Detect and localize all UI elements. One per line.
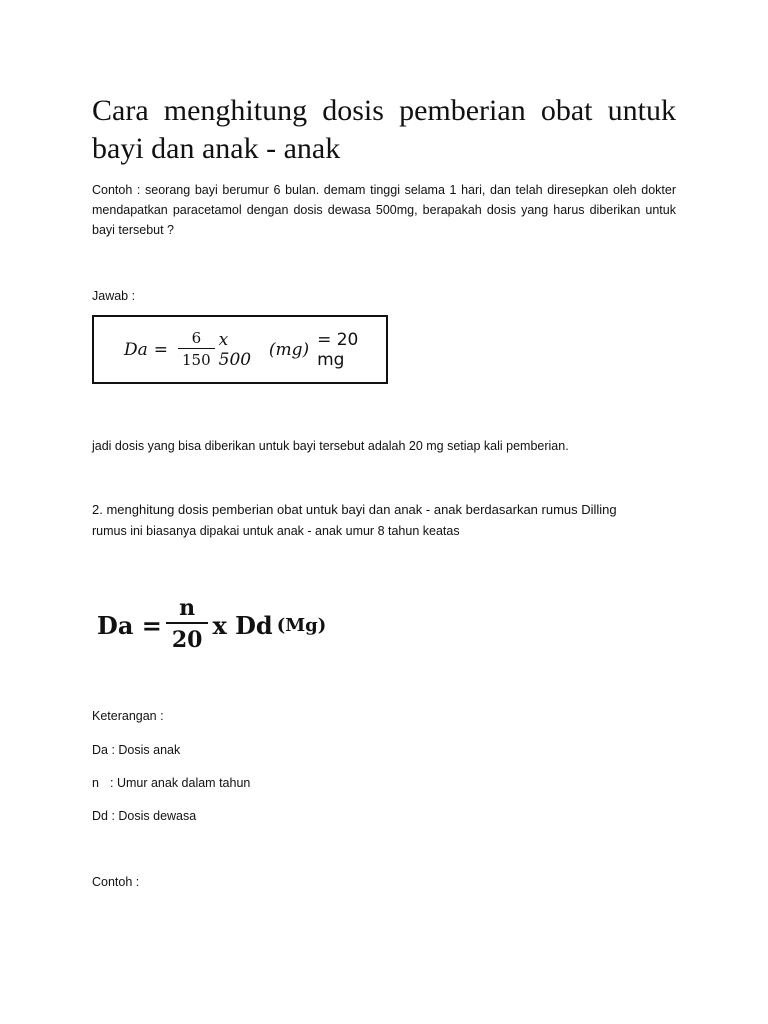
dilling-unit: (Mg) bbox=[276, 614, 327, 636]
formula-lhs: Da bbox=[124, 339, 148, 360]
conclusion-text: jadi dosis yang bisa diberikan untuk bayi tersebut adalah 20 mg setiap kali pemberian. bbox=[92, 439, 569, 453]
section-heading: 2. menghitung dosis pemberian obat untuk bayi dan anak - anak berdasarkan rumus Dilling bbox=[92, 502, 617, 517]
answer-label: Jawab : bbox=[92, 289, 136, 303]
dilling-formula bbox=[97, 596, 326, 654]
fraction-numerator: 6 bbox=[191, 329, 202, 347]
legend-item-dd: Dd : Dosis dewasa bbox=[92, 809, 197, 823]
formula-box bbox=[92, 315, 388, 384]
formula-multiplier: x 500 bbox=[218, 329, 252, 370]
dilling-denominator: 20 bbox=[171, 627, 203, 653]
legend-item-n bbox=[92, 773, 250, 793]
dilling-rhs: x Dd bbox=[212, 610, 273, 640]
dilling-lhs: Da = bbox=[97, 610, 162, 640]
fraction-denominator: 150 bbox=[182, 351, 211, 369]
section-subheading: rumus ini biasanya dipakai untuk anak - anak umur 8 tahun keatas bbox=[92, 524, 460, 538]
dilling-fraction bbox=[166, 596, 209, 654]
legend-item-da: Da : Dosis anak bbox=[92, 743, 181, 757]
legend-label: Keterangan : bbox=[92, 709, 164, 723]
example-label: Contoh : bbox=[92, 875, 140, 889]
page-title: Cara menghitung dosis pemberian obat untuk bayi dan anak - anak bbox=[92, 94, 676, 165]
formula-equals: = bbox=[153, 339, 169, 360]
formula-result: = 20 mg bbox=[317, 329, 359, 370]
formula-fraction bbox=[178, 330, 215, 369]
example-paragraph: Contoh : seorang bayi berumur 6 bulan. demam tinggi selama 1 hari, dan telah diresepkan oleh dokter mendapatkan paracetamol dengan dosis dewasa 500mg, berapakah dosis yang harus diberikan untuk bayi tersebut ? bbox=[92, 183, 676, 237]
dose-formula bbox=[124, 330, 386, 370]
dilling-numerator: n bbox=[179, 595, 196, 621]
legend-symbol-n: n bbox=[92, 776, 99, 790]
legend-text-n: : Umur anak dalam tahun bbox=[110, 776, 251, 790]
formula-unit: (mg) bbox=[268, 339, 310, 360]
